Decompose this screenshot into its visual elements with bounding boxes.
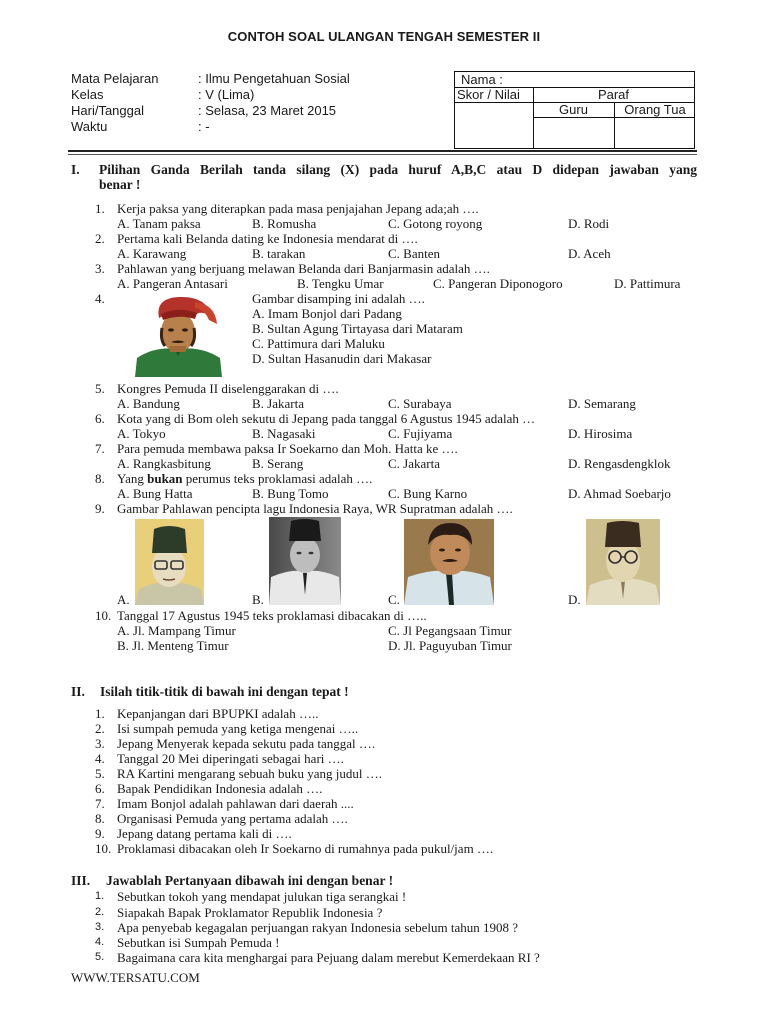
option-c[interactable]: C. Jl Pegangsaan Timur: [388, 623, 512, 638]
essay-question: Sebutkan isi Sumpah Pemuda !: [117, 935, 280, 950]
option-a[interactable]: A. Rangkasbitung: [117, 456, 211, 471]
score-label: Skor / Nilai: [457, 87, 520, 102]
question-text: Kongres Pemuda II diselenggarakan di ….: [117, 381, 339, 396]
option-a[interactable]: A. Pangeran Antasari: [117, 276, 228, 291]
option-b[interactable]: B. Jl. Menteng Timur: [117, 638, 229, 653]
item-number: 8.: [95, 811, 105, 826]
option-b[interactable]: B. Nagasaki: [252, 426, 316, 441]
hero-portrait-image: [135, 294, 222, 377]
option-c[interactable]: C.: [388, 592, 400, 607]
option-d[interactable]: D. Ahmad Soebarjo: [568, 486, 671, 501]
item-number: 4.: [95, 751, 105, 766]
info-value-subject: : Ilmu Pengetahuan Sosial: [198, 71, 350, 86]
question-text-emphasis: bukan: [147, 471, 183, 486]
item-number: 5.: [95, 951, 105, 963]
question-number: 10.: [95, 608, 112, 623]
info-label-date: Hari/Tanggal: [71, 103, 144, 118]
item-number: 6.: [95, 781, 105, 796]
fill-in-item: Jepang Menyerak kepada sekutu pada tanggal ….: [117, 736, 376, 751]
info-value-date: : Selasa, 23 Maret 2015: [198, 103, 337, 118]
option-c[interactable]: C. Jakarta: [388, 456, 440, 471]
fill-in-item: Jepang datang pertama kali di ….: [117, 826, 292, 841]
item-number: 9.: [95, 826, 105, 841]
portrait-option-d[interactable]: [586, 519, 660, 605]
option-d[interactable]: D. Sultan Hasanudin dari Makasar: [252, 351, 432, 366]
item-number: 1.: [95, 890, 105, 902]
item-number: 4.: [95, 936, 105, 948]
portrait-option-a[interactable]: [135, 519, 204, 605]
section-3-title: Jawablah Pertanyaan dibawah ini dengan benar !: [106, 873, 394, 888]
question-text: Gambar Pahlawan pencipta lagu Indonesia Raya, WR Supratman adalah ….: [117, 501, 513, 516]
question-number: 3.: [95, 261, 105, 276]
question-number: 2.: [95, 231, 105, 246]
option-a[interactable]: A. Jl. Mampang Timur: [117, 623, 236, 638]
option-d[interactable]: D. Jl. Paguyuban Timur: [388, 638, 512, 653]
item-number: 3.: [95, 921, 105, 933]
footer-website-link[interactable]: WWW.TERSATU.COM: [71, 970, 200, 985]
question-text-post: perumus teks proklamasi adalah ….: [182, 471, 373, 486]
option-c[interactable]: C. Pattimura dari Maluku: [252, 336, 385, 351]
page-title: CONTOH SOAL ULANGAN TENGAH SEMESTER II: [227, 29, 541, 44]
fill-in-item: Kepanjangan dari BPUPKI adalah …..: [117, 706, 319, 721]
info-label-subject: Mata Pelajaran: [71, 71, 159, 86]
essay-question: Siapakah Bapak Proklamator Republik Indonesia ?: [117, 905, 383, 920]
fill-in-item: Isi sumpah pemuda yang ketiga mengenai …..: [117, 721, 359, 736]
fill-in-item: Proklamasi dibacakan oleh Ir Soekarno di rumahnya pada pukul/jam ….: [117, 841, 494, 856]
name-field-label: Nama :: [461, 72, 503, 87]
question-text: Pertama kali Belanda dating ke Indonesia mendarat di ….: [117, 231, 418, 246]
section-1-title-cont: benar !: [99, 177, 141, 192]
item-number: 1.: [95, 706, 105, 721]
option-d[interactable]: D. Pattimura: [614, 276, 681, 291]
item-number: 2.: [95, 906, 105, 918]
option-a[interactable]: A. Tanam paksa: [117, 216, 201, 231]
question-number: 9.: [95, 501, 105, 516]
portrait-option-c[interactable]: [404, 519, 494, 605]
option-a[interactable]: A. Karawang: [117, 246, 187, 261]
question-text-pre: Yang: [117, 471, 148, 486]
question-text: Pahlawan yang berjuang melawan Belanda dari Banjarmasin adalah ….: [117, 261, 490, 276]
header-divider: [68, 150, 697, 152]
option-a[interactable]: A. Tokyo: [117, 426, 166, 441]
option-c[interactable]: C. Bung Karno: [388, 486, 468, 501]
option-d[interactable]: D.: [568, 592, 581, 607]
question-number: 8.: [95, 471, 105, 486]
option-b[interactable]: B. Bung Tomo: [252, 486, 329, 501]
info-label-time: Waktu: [71, 119, 108, 134]
option-c[interactable]: C. Surabaya: [388, 396, 452, 411]
option-b[interactable]: B. Romusha: [252, 216, 317, 231]
question-number: 7.: [95, 441, 105, 456]
item-number: 10.: [95, 841, 112, 856]
item-number: 3.: [95, 736, 105, 751]
info-label-class: Kelas: [71, 87, 104, 102]
fill-in-item: Organisasi Pemuda yang pertama adalah ….: [117, 811, 348, 826]
option-b[interactable]: B. tarakan: [252, 246, 306, 261]
portrait-option-b[interactable]: [269, 517, 341, 605]
option-c[interactable]: C. Pangeran Diponogoro: [433, 276, 563, 291]
essay-question: Sebutkan tokoh yang mendapat julukan tiga serangkai !: [117, 889, 407, 904]
question-text: Kerja paksa yang diterapkan pada masa penjajahan Jepang ada;ah ….: [117, 201, 479, 216]
info-value-time: : -: [198, 119, 210, 134]
item-number: 2.: [95, 721, 105, 736]
essay-question: Bagaimana cara kita menghargai para Pejuang dalam merebut Kemerdekaan RI ?: [117, 950, 540, 965]
question-number: 1.: [95, 201, 105, 216]
option-d[interactable]: D. Rodi: [568, 216, 610, 231]
item-number: 5.: [95, 766, 105, 781]
option-a[interactable]: A.: [117, 592, 130, 607]
paraf-label: Paraf: [597, 87, 630, 102]
option-a[interactable]: A. Imam Bonjol dari Padang: [252, 306, 402, 321]
fill-in-item: RA Kartini mengarang sebuah buku yang judul ….: [117, 766, 383, 781]
question-number: 4.: [95, 291, 105, 306]
question-text: Para pemuda membawa paksa Ir Soekarno dan Moh. Hatta ke ….: [117, 441, 458, 456]
option-a[interactable]: A. Bandung: [117, 396, 180, 411]
question-text: Tanggal 17 Agustus 1945 teks proklamasi dibacakan di …..: [117, 608, 427, 623]
guru-label: Guru: [559, 102, 588, 117]
fill-in-item: Imam Bonjol adalah pahlawan dari daerah ....: [117, 796, 354, 811]
section-3-numeral: III.: [71, 873, 91, 888]
option-d[interactable]: D. Aceh: [568, 246, 611, 261]
option-c[interactable]: C. Banten: [388, 246, 440, 261]
section-2-numeral: II.: [71, 684, 85, 699]
question-text: Gambar disamping ini adalah ….: [252, 291, 425, 306]
fill-in-item: Bapak Pendidikan Indonesia adalah ….: [117, 781, 323, 796]
section-1-title: Pilihan Ganda Berilah tanda silang (X) pada huruf A,B,C atau D didepan jawaban yang: [99, 162, 697, 177]
question-text: [117, 471, 372, 486]
header-divider: [68, 154, 697, 155]
option-d[interactable]: D. Semarang: [568, 396, 636, 411]
option-b[interactable]: B.: [252, 592, 264, 607]
option-d[interactable]: D. Hirosima: [568, 426, 633, 441]
fill-in-item: Tanggal 20 Mei diperingati sebagai hari ….: [117, 751, 344, 766]
item-number: 7.: [95, 796, 105, 811]
option-b[interactable]: B. Jakarta: [252, 396, 304, 411]
question-number: 5.: [95, 381, 105, 396]
essay-question: Apa penyebab kegagalan perjuangan rakyan Indonesia sebelum tahun 1908 ?: [117, 920, 519, 935]
option-b[interactable]: B. Sultan Agung Tirtayasa dari Mataram: [252, 321, 463, 336]
option-b[interactable]: B. Serang: [252, 456, 304, 471]
option-c[interactable]: C. Fujiyama: [388, 426, 453, 441]
info-value-class: : V (Lima): [198, 87, 255, 102]
option-b[interactable]: B. Tengku Umar: [297, 276, 384, 291]
section-2-title: Isilah titik-titik di bawah ini dengan tepat !: [100, 684, 349, 699]
question-number: 6.: [95, 411, 105, 426]
option-c[interactable]: C. Gotong royong: [388, 216, 483, 231]
question-text: Kota yang di Bom oleh sekutu di Jepang pada tanggal 6 Agustus 1945 adalah …: [117, 411, 536, 426]
orang-tua-label: Orang Tua: [624, 102, 686, 117]
score-box: [454, 71, 695, 149]
section-1-numeral: I.: [71, 162, 80, 177]
option-a[interactable]: A. Bung Hatta: [117, 486, 193, 501]
option-d[interactable]: D. Rengasdengklok: [568, 456, 671, 471]
